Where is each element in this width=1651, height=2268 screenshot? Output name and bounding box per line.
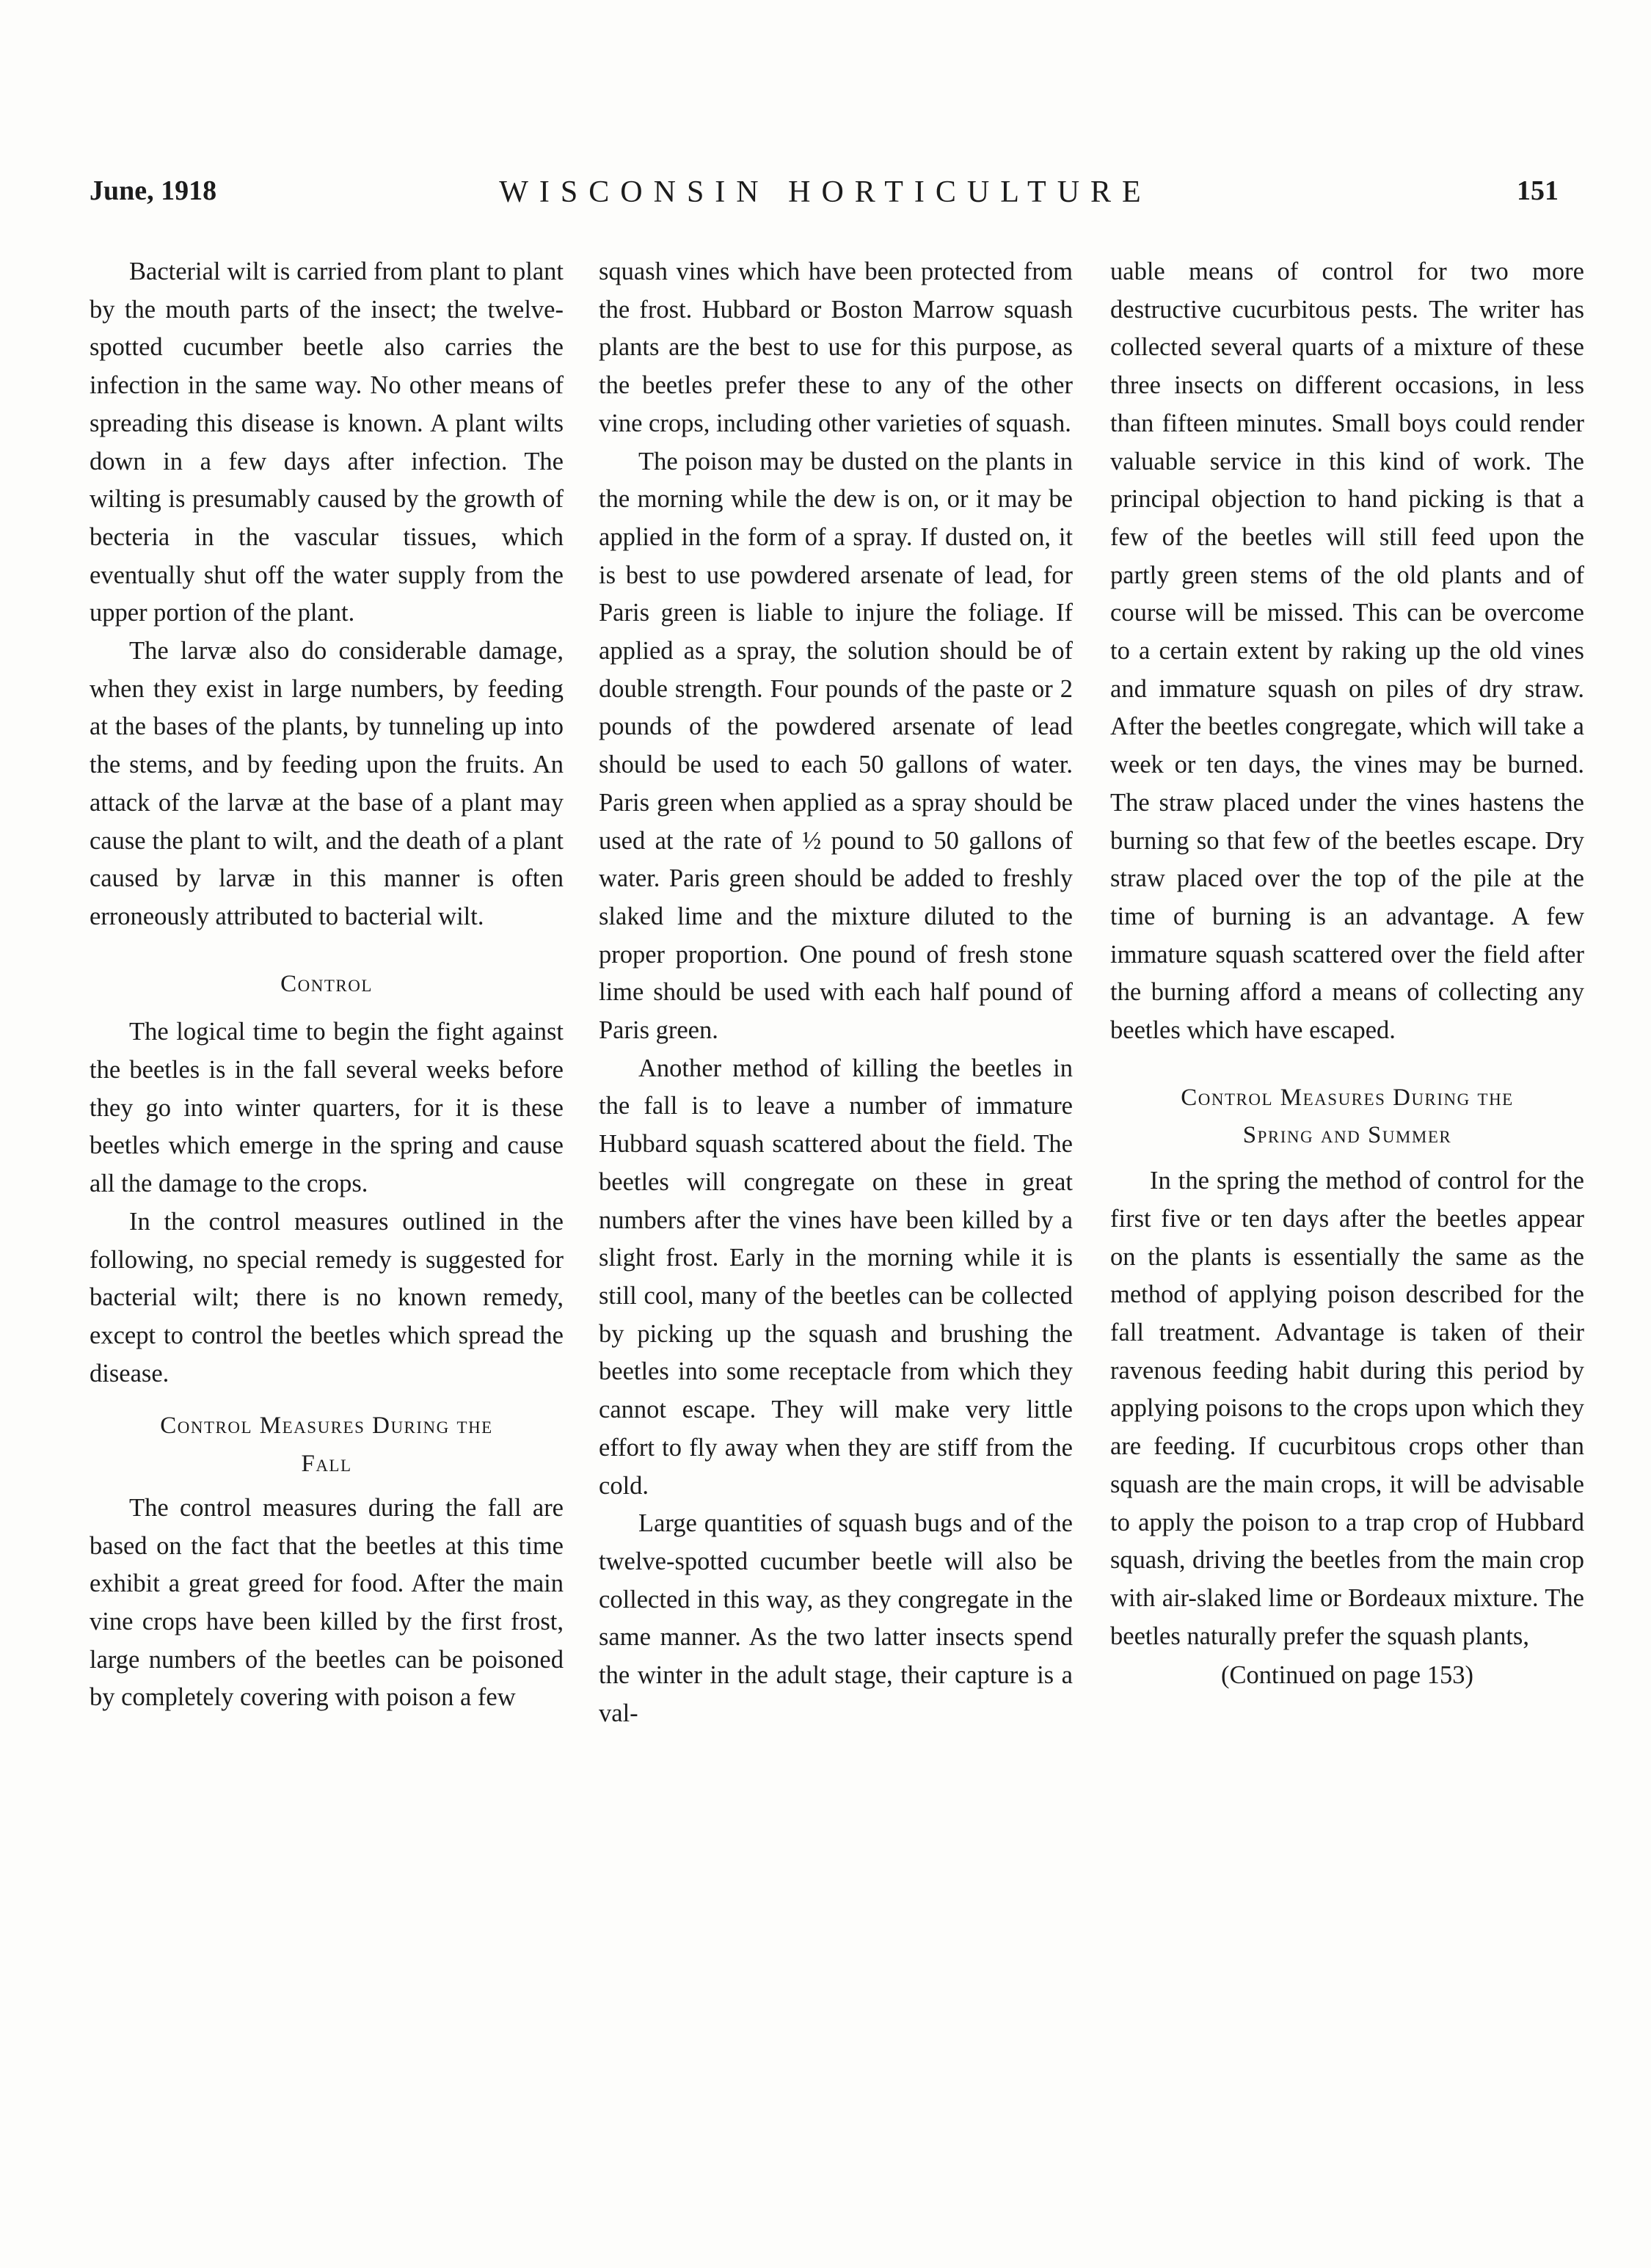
column-1 [90, 253, 564, 1717]
column-2 [599, 253, 1073, 1732]
heading-line: Spring and Summer [1242, 1122, 1452, 1149]
paragraph: In the control measures outlined in the following, no special remedy is suggested for bacterial wilt; there is no known remedy, except to control the beetles which spread the disease. [90, 1207, 564, 1388]
publication-title: WISCONSIN HORTICULTURE [499, 175, 1152, 209]
heading-line: Control Measures During the [160, 1412, 493, 1440]
paragraph: Another method of killing the beetles in the fall is to leave a number of immature Hubbard squash scattered about the field. The beetles will congregate on these in great numbers after the vines have been killed by a slight frost. Early in the morning while it is still cool, many of the beetles can be collected by picking up the squash and brushing the beetles into some receptacle from which they cannot escape. They will make very little effort to fly away when they are stiff from the cold. [599, 1054, 1073, 1500]
paragraph: The poison may be dusted on the plants in the morning while the dew is on, or it may be applied in the form of a spray. If dusted on, it is best to use powdered arsenate of lead, for Paris green is liable to injure the foliage. If applied as a spray, the solution should be of double strength. Four pounds of the paste or 2 pounds of the powdered arsenate of lead should be used to each 50 gallons of water. Paris green when applied as a spray should be used at the rate of ½ pound to 50 gallons of water. Paris green should be added to freshly slaked lime and the mixture diluted to the proper proportion. One pound of fresh stone lime should be used with each half pound of Paris green. [599, 447, 1073, 1045]
paragraph: Large quantities of squash bugs and of the twelve-spotted cucumber beetle will also be collected in this way, as they congregate in the same manner. As the two latter insects spend the winter in the adult stage, their capture is a val- [599, 1509, 1073, 1727]
issue-date: June, 1918 [90, 175, 217, 206]
paragraph: uable means of control for two more destructive cucurbitous pests. The writer has collected several quarts of a mixture of these three insects on different occasions, in less than fifteen minutes. Small boys could render valuable service in this kind of work. The principal objection to hand picking is that a few of the beetles will still feed upon the partly green stems of the old plants and of course will be missed. This can be overcome to a certain extent by raking up the old vines and immature squash on piles of dry straw. After the beetles congregate, which will take a week or ten days, the vines may be burned. The straw placed under the vines hastens the burning so that few of the beetles escape. Dry straw placed over the top of the pile at the time of burning is an advantage. A few immature squash scattered over the field after the burning afford a means of collecting any beetles which have escaped. [1110, 258, 1584, 1045]
column-3 [1110, 253, 1584, 1695]
paragraph: In the spring the method of control for the first five or ten days after the beetles appear on the plants is essentially the same as the method of applying poison described for the fall treatment. Advantage is taken of their ravenous feeding habit during this period by applying poisons to the crops upon which they are feeding. If cucurbitous crops other than squash are the main crops, it will be advisable to apply the poison to a trap crop of Hubbard squash, driving the beetles from the main crop with air-slaked lime or Bordeaux mixture. The beetles naturally prefer the squash plants, [1110, 1167, 1584, 1650]
heading-line: Control Measures During the [1181, 1084, 1514, 1111]
running-header [0, 175, 1651, 219]
heading-line: Fall [301, 1451, 352, 1478]
paragraph: The control measures during the fall are based on the fact that the beetles at this time exhibit a great greed for food. After the main vine crops have been killed by the first frost, large numbers of the beetles can be poisoned by completely covering with poison a few [90, 1493, 564, 1712]
paragraph: The larvæ also do considerable damage, when they exist in large numbers, by feeding at the bases of the plants, by tunneling up into the stems, and by feeding upon the fruits. An attack of the larvæ at the base of a plant may cause the plant to wilt, and the death of a plant caused by larvæ in this manner is often erroneously attributed to bacterial wilt. [90, 637, 564, 930]
page-number: 151 [1517, 175, 1559, 206]
section-heading-control: Control [280, 970, 373, 997]
section-heading-fall [90, 1407, 564, 1483]
section-heading-spring-summer [1110, 1079, 1584, 1155]
continued-note: (Continued on page 153) [1221, 1661, 1473, 1690]
paragraph: Bacterial wilt is carried from plant to plant by the mouth parts of the insect; the twelve-spotted cucumber beetle also carries the infection in the same way. No other means of spreading this disease is known. A plant wilts down in a few days after infection. The wilting is presumably caused by the growth of becteria in the vascular tissues, which eventually shut off the water supply from the upper portion of the plant. [90, 258, 564, 627]
paragraph: squash vines which have been protected from the frost. Hubbard or Boston Marrow squash plants are the best to use for this purpose, as the beetles prefer these to any of the other vine crops, including other varieties of squash. [599, 258, 1073, 437]
paragraph: The logical time to begin the fight against the beetles is in the fall several weeks before they go into winter quarters, for it is these beetles which emerge in the spring and cause all the damage to the crops. [90, 1018, 564, 1198]
